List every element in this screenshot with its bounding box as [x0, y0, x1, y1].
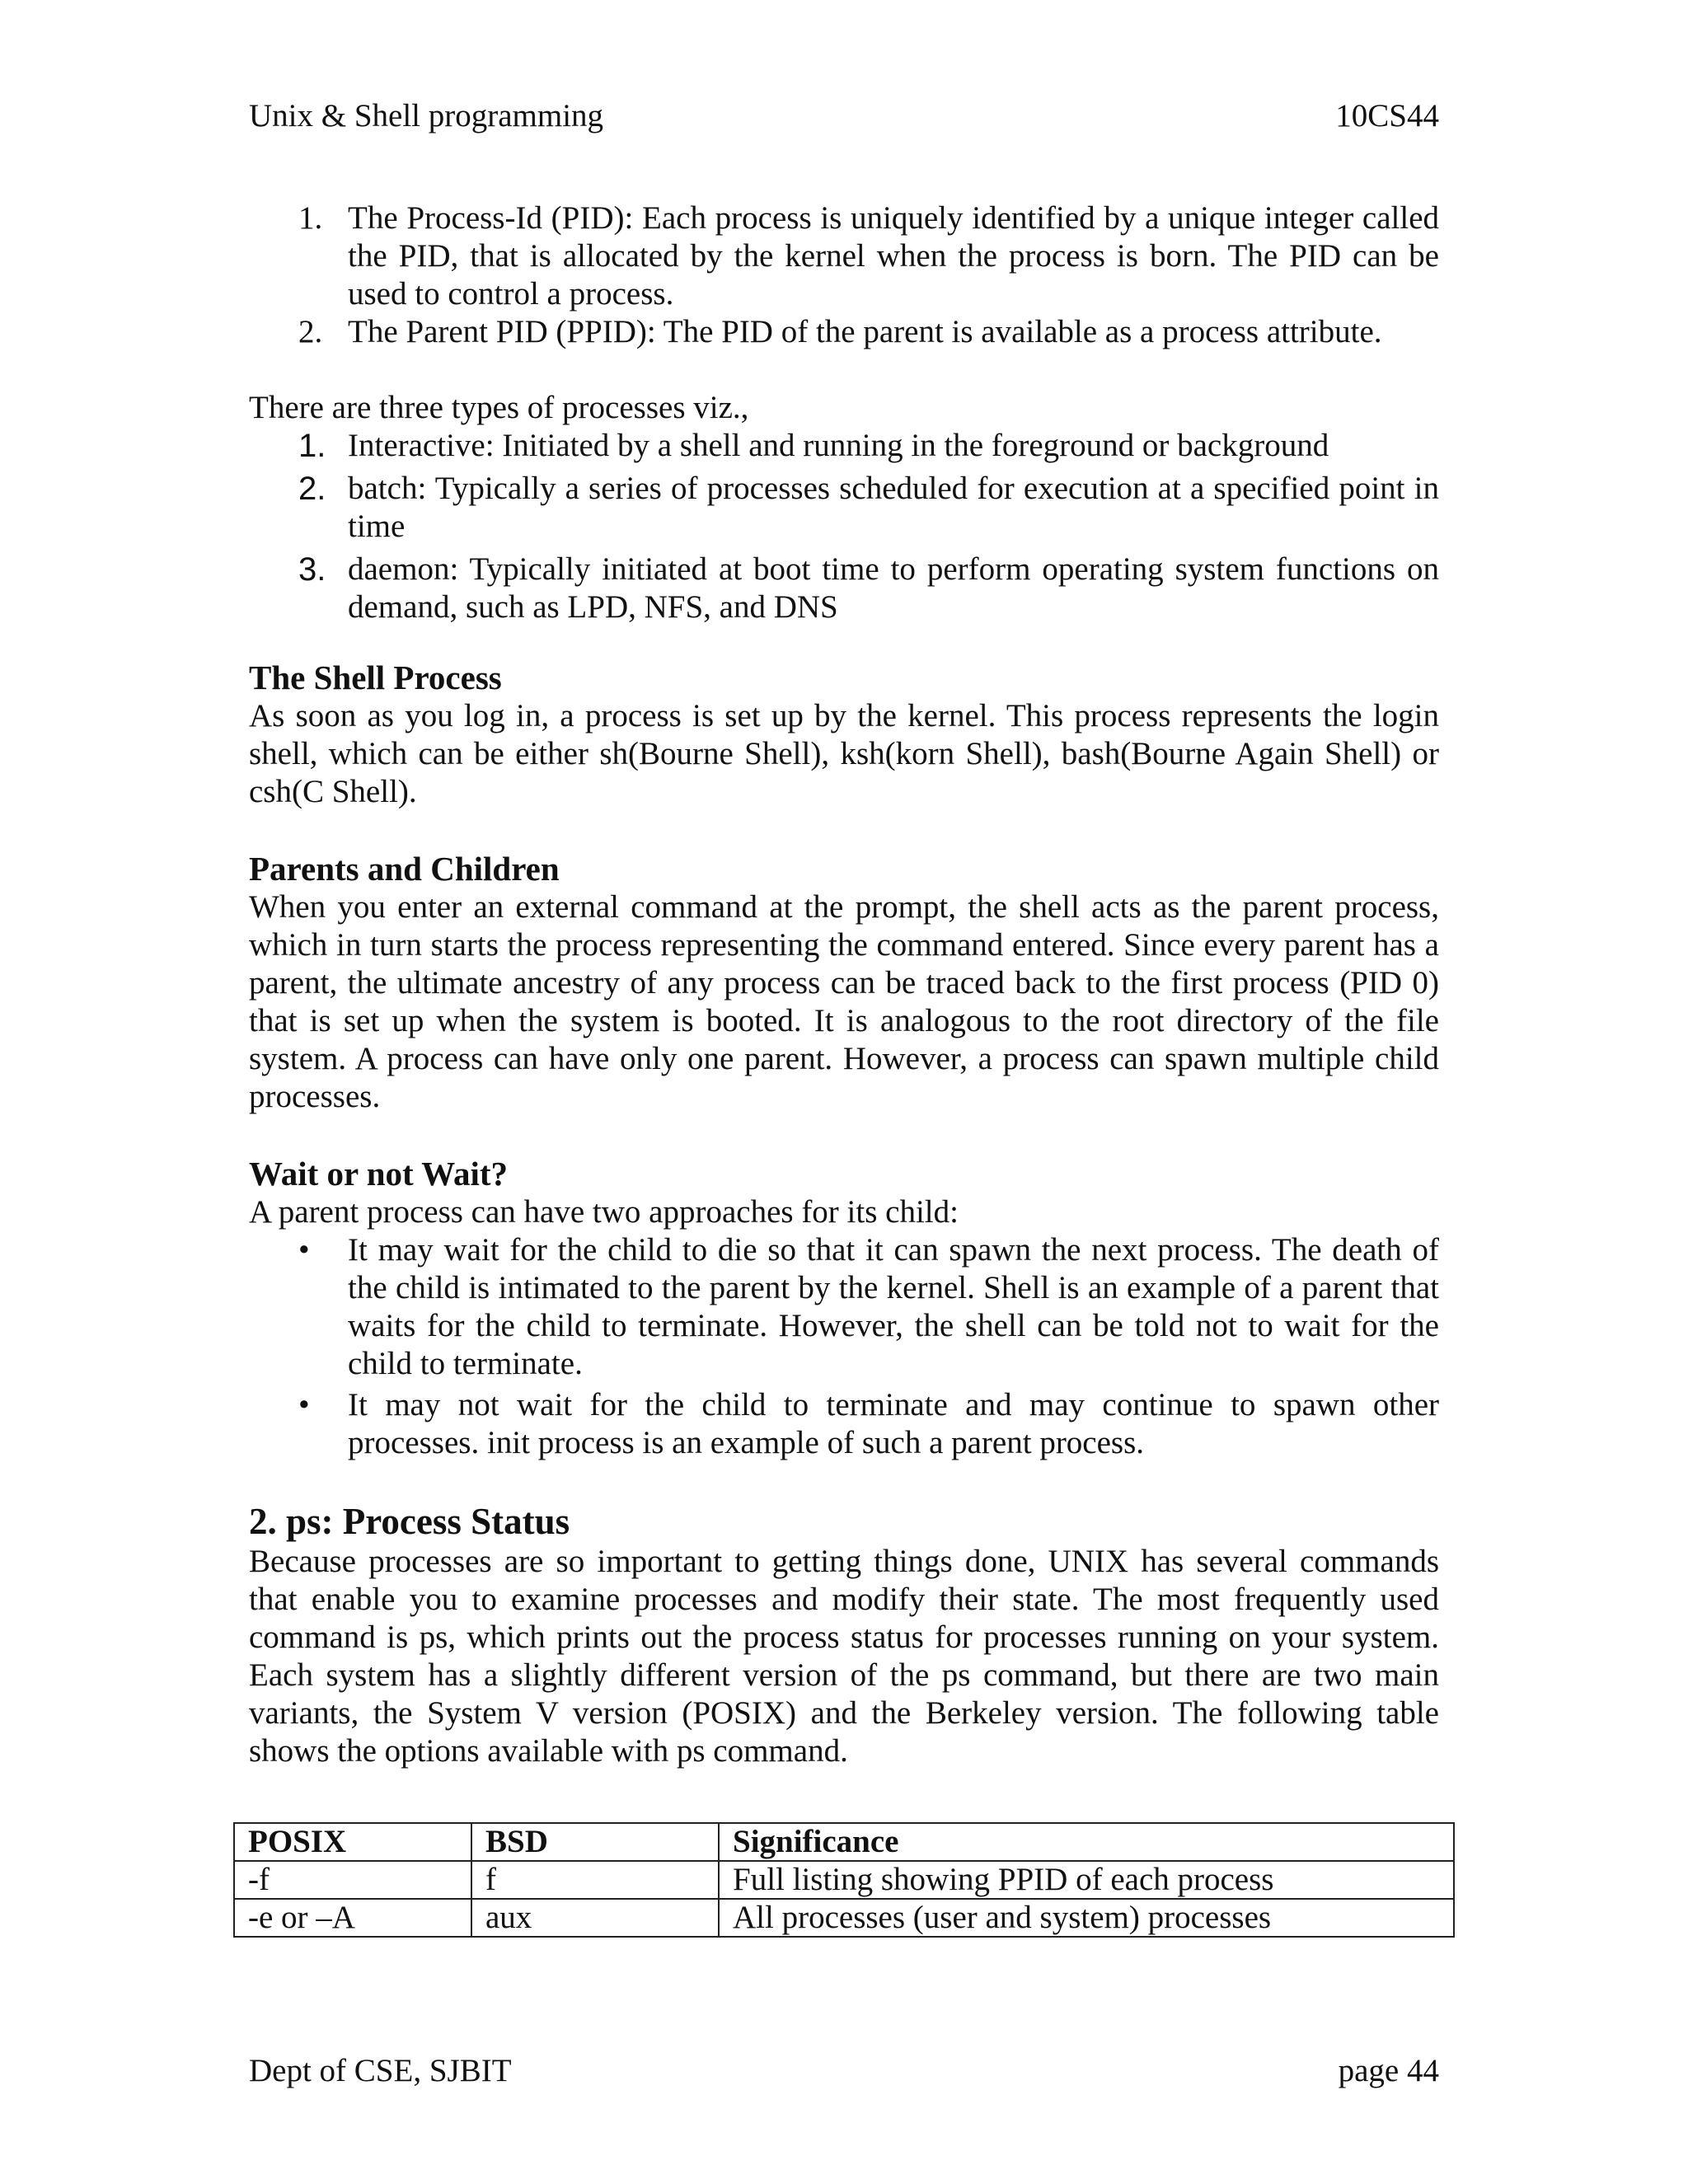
shell-process-heading: The Shell Process [249, 658, 502, 696]
list-item [249, 1386, 1439, 1462]
ps-section-heading: 2. ps: Process Status [249, 1501, 570, 1542]
table-cell: f [471, 1861, 719, 1899]
wait-approaches-list [249, 1231, 1439, 1462]
list-item [249, 313, 1439, 351]
list-item [249, 427, 1439, 465]
table-row [234, 1861, 1454, 1899]
list-item [249, 551, 1439, 626]
list-item-text: Interactive: Initiated by a shell and running in the foreground or background [348, 428, 1329, 463]
list-item [249, 1231, 1439, 1383]
table-cell: -e or –A [234, 1899, 471, 1937]
process-types-intro: There are three types of processes viz., [249, 390, 749, 425]
list-item-text: The Parent PID (PPID): The PID of the parent is available as a process attribute. [348, 314, 1382, 349]
column-header-bsd: BSD [471, 1823, 719, 1861]
shell-process-body: As soon as you log in, a process is set up by the kernel. This process represents the login shell, which can be either sh(Bourne Shell), ksh(korn Shell), bash(Bourne Again Shell) or csh(C Shell). [249, 698, 1439, 809]
list-item-text: It may not wait for the child to terminate and may continue to spawn other processes. init process is an example of such a parent process. [348, 1387, 1439, 1460]
bullet-icon: • [298, 1232, 310, 1268]
parents-children-body: When you enter an external command at the prompt, the shell acts as the parent process, which in turn starts the process representing the command entered. Since every parent has a parent, the ultimate ancestry of any process can be traced back to the first process (PID 0) that is set up when the system is booted. It is analogous to the root directory of the file system. A process can have only one parent. However, a process can spawn multiple child processes. [249, 889, 1439, 1114]
ps-section-body: Because processes are so important to getting things done, UNIX has several commands that enable you to examine processes and modify their state. The most frequently used command is ps, which prints out the process status for processes running on your system. Each system has a slightly different version of the ps command, but there are two main variants, the System V version (POSIX) and the Berkeley version. The following table shows the options available with ps command. [249, 1544, 1439, 1769]
table-row [234, 1899, 1454, 1937]
table-cell: All processes (user and system) processes [719, 1899, 1454, 1937]
column-header-significance: Significance [719, 1823, 1454, 1861]
table-header-row [234, 1823, 1454, 1861]
column-header-posix: POSIX [234, 1823, 471, 1861]
list-number: 2. [298, 314, 323, 349]
footer-page-number: page 44 [1338, 2053, 1439, 2088]
list-item-text: batch: Typically a series of processes scheduled for execution at a specified point in time [348, 471, 1439, 544]
table-cell: Full listing showing PPID of each process [719, 1861, 1454, 1899]
parents-children-heading: Parents and Children [249, 850, 560, 888]
list-number: 1. [298, 200, 323, 236]
list-number: 2. [298, 471, 326, 507]
list-item-text: The Process-Id (PID): Each process is uniquely identified by a unique integer called the PID, that is allocated by the kernel when the process is born. The PID can be used to control a process. [348, 200, 1439, 312]
page-content [249, 199, 1439, 1770]
header-course-title: Unix & Shell programming [249, 98, 604, 134]
header-course-code: 10CS44 [1335, 98, 1439, 134]
bullet-icon: • [298, 1387, 310, 1422]
list-item-text: It may wait for the child to die so that it can spawn the next process. The death of the child is intimated to the parent by the kernel. Shell is an example of a parent that waits for the child to terminate. However, the shell can be told not to wait for the child to terminate. [348, 1232, 1439, 1381]
list-number: 3. [298, 551, 326, 588]
wait-intro: A parent process can have two approaches for its child: [249, 1194, 959, 1230]
list-item-text: daemon: Typically initiated at boot time to perform operating system functions on demand, such as LPD, NFS, and DNS [348, 551, 1439, 625]
list-item [249, 199, 1439, 313]
footer-department: Dept of CSE, SJBIT [249, 2053, 512, 2088]
process-types-list [249, 427, 1439, 626]
table-cell: -f [234, 1861, 471, 1899]
page-header [249, 97, 1439, 135]
ps-options-table [233, 1822, 1455, 1938]
wait-heading: Wait or not Wait? [249, 1155, 508, 1193]
list-item [249, 470, 1439, 546]
process-attributes-list [249, 199, 1439, 351]
list-number: 1. [298, 428, 326, 464]
page-footer [249, 2052, 1439, 2090]
table-cell: aux [471, 1899, 719, 1937]
